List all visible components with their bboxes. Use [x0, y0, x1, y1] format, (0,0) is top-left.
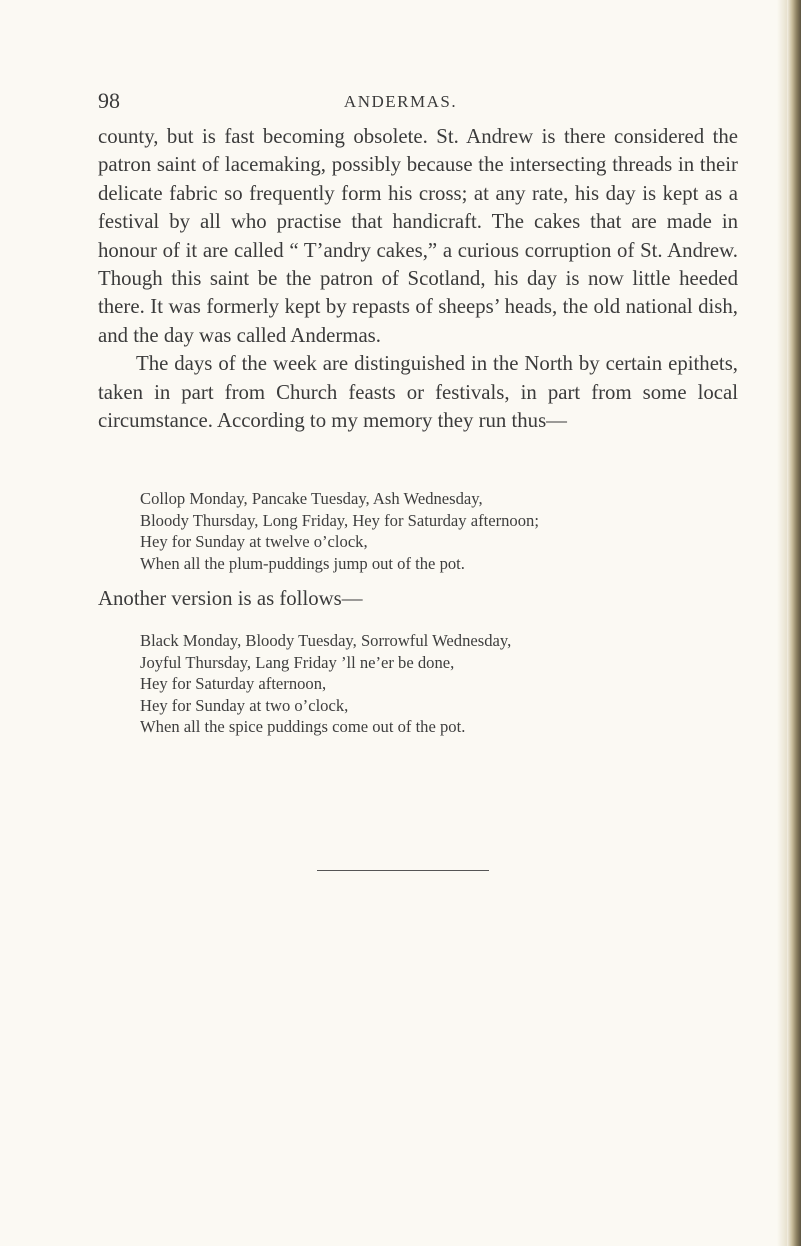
verse-line: Hey for Sunday at twelve o’clock,: [140, 532, 368, 551]
section-end-rule: [317, 870, 489, 871]
version-intro: Another version is as follows—: [98, 587, 363, 610]
verse-quotation-1: [140, 488, 539, 574]
verse-line: Bloody Thursday, Long Friday, Hey for Saturday afternoon;: [140, 510, 539, 530]
body-text: [98, 123, 738, 435]
page-edge: [787, 0, 801, 1246]
verse-quotation-2: [140, 630, 511, 738]
paragraph: county, but is fast becoming obsolete. St. Andrew is there considered the patron saint of lacemaking, possibly because the intersecting threads in their delicate fabric so frequently form his cross; at any rate, his day is kept as a festival by all who practise that handicraft. The cakes that are made in honour of it are called “ T’andry cakes,” a curious corruption of St. Andrew. Though this saint be the patron of Scotland, his day is now little heeded there. It was formerly kept by repasts of sheeps’ heads, the old national dish, and the day was called Andermas.: [98, 125, 738, 347]
page-number: 98: [98, 88, 120, 113]
verse-line: Hey for Sunday at two o’clock,: [140, 695, 349, 715]
verse-line: Collop Monday, Pancake Tuesday, Ash Wednesday,: [140, 489, 483, 508]
page-edge-shadow: [777, 0, 787, 1246]
verse-line: Joyful Thursday, Lang Friday ’ll ne’er be done,: [140, 652, 455, 672]
verse-line: Black Monday, Bloody Tuesday, Sorrowful Wednesday,: [140, 631, 512, 650]
verse-line: Hey for Saturday afternoon,: [140, 674, 327, 693]
verse-line: When all the plum-puddings jump out of the pot.: [140, 553, 465, 573]
running-head: ANDERMAS.: [343, 92, 458, 111]
paragraph: The days of the week are distinguished in the North by certain epithets, taken in part from Church feasts or festivals, in part from some local circumstance. According to my memory they run thus—: [98, 352, 738, 433]
verse-line: When all the spice puddings come out of the pot.: [140, 717, 466, 736]
